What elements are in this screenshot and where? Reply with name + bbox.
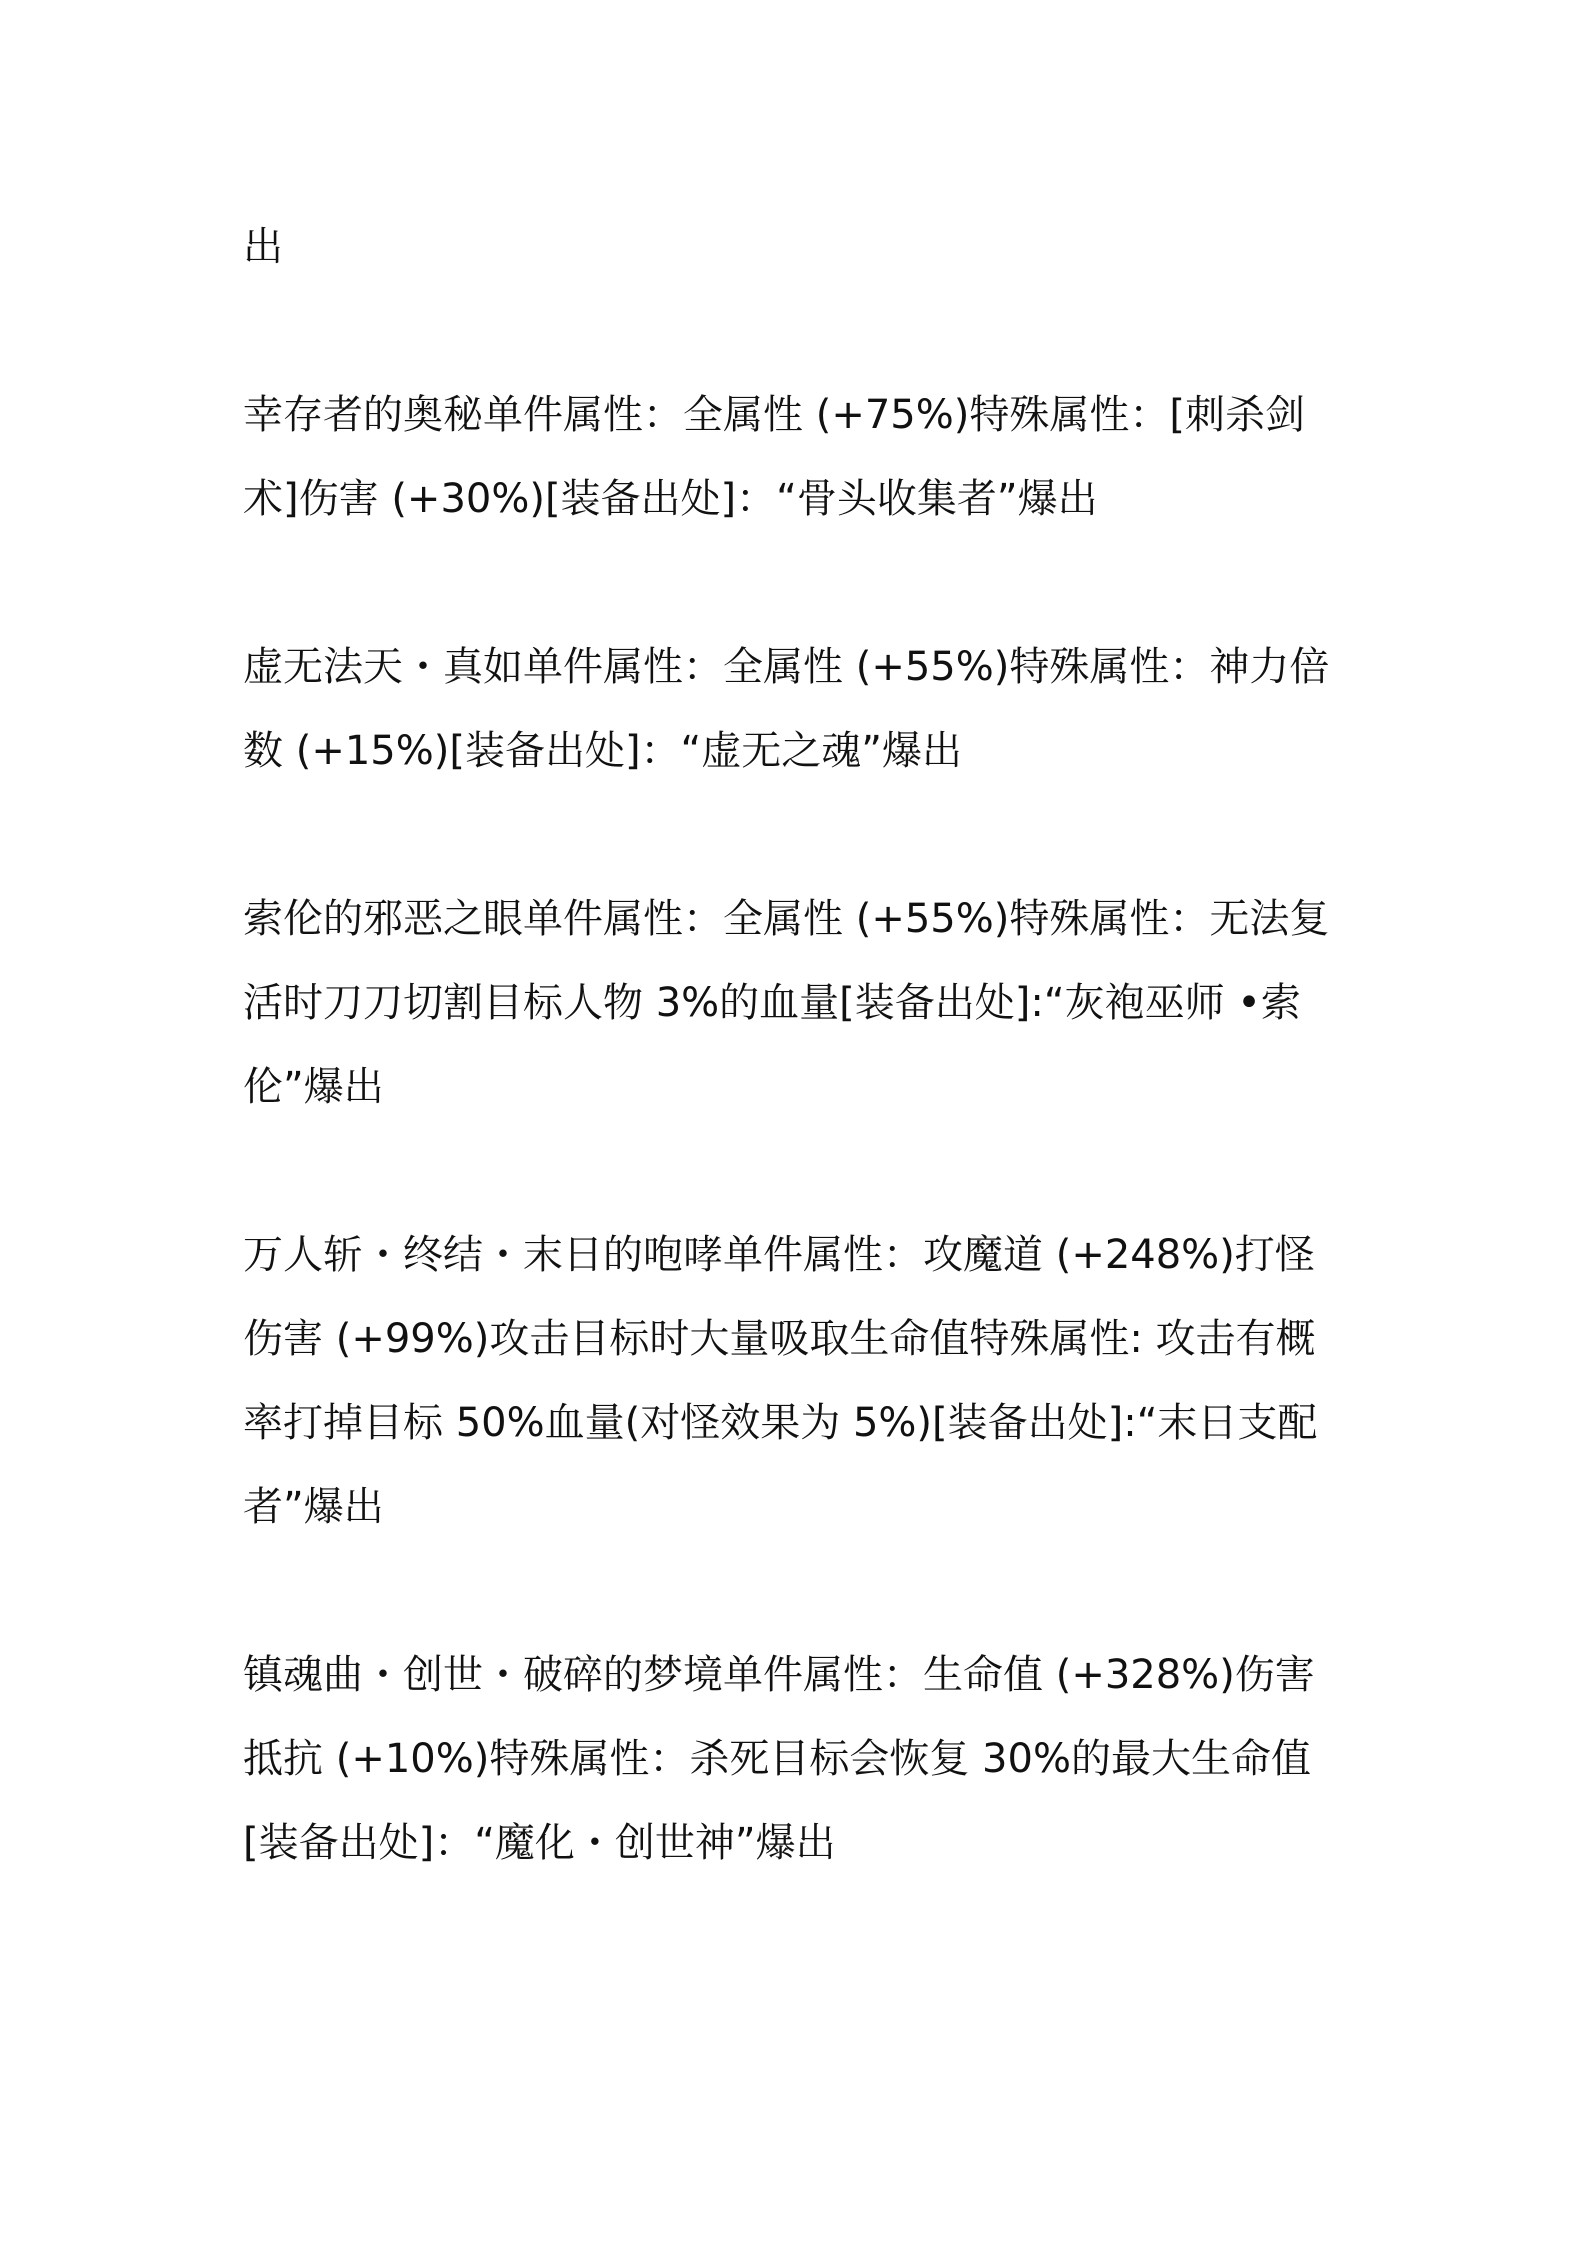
text-line: 抵抗 (+10%)特殊属性：杀死目标会恢复 30%的最大生命值 bbox=[243, 1736, 1311, 1782]
text-line: 数 (+15%)[装备出处]：“虚无之魂”爆出 bbox=[243, 728, 963, 774]
continued-paragraph bbox=[243, 205, 1353, 289]
item-entry-doom-roar bbox=[243, 1213, 1353, 1549]
text-line: 术]伤害 (+30%)[装备出处]：“骨头收集者”爆出 bbox=[243, 476, 1098, 522]
item-entry-survivor-secret bbox=[243, 373, 1353, 541]
item-entry-sauron-eye bbox=[243, 877, 1353, 1129]
text-line: 索伦的邪恶之眼单件属性：全属性 (+55%)特殊属性：无法复 bbox=[243, 896, 1330, 942]
text-line: 伦”爆出 bbox=[243, 1064, 384, 1110]
text-line: 万人斩・终结・末日的咆哮单件属性：攻魔道 (+248%)打怪 bbox=[243, 1232, 1315, 1278]
item-entry-void-truth bbox=[243, 625, 1353, 793]
text-line: 幸存者的奥秘单件属性：全属性 (+75%)特殊属性：[刺杀剑 bbox=[243, 392, 1305, 438]
item-entry-requiem-dream bbox=[243, 1633, 1353, 1885]
text-line: 伤害 (+99%)攻击目标时大量吸取生命值特殊属性: 攻击有概 bbox=[243, 1316, 1316, 1362]
text-line: 镇魂曲・创世・破碎的梦境单件属性：生命值 (+328%)伤害 bbox=[243, 1652, 1315, 1698]
text-line: [装备出处]：“魔化・创世神”爆出 bbox=[243, 1820, 836, 1866]
text-line: 活时刀刀切割目标人物 3%的血量[装备出处]:“灰袍巫师 •索 bbox=[243, 980, 1301, 1026]
text-line: 者”爆出 bbox=[243, 1484, 384, 1530]
text-line: 出 bbox=[243, 224, 283, 270]
document-body bbox=[243, 205, 1353, 1885]
text-line: 虚无法天・真如单件属性：全属性 (+55%)特殊属性：神力倍 bbox=[243, 644, 1330, 690]
text-line: 率打掉目标 50%血量(对怪效果为 5%)[装备出处]:“末日支配 bbox=[243, 1400, 1318, 1446]
